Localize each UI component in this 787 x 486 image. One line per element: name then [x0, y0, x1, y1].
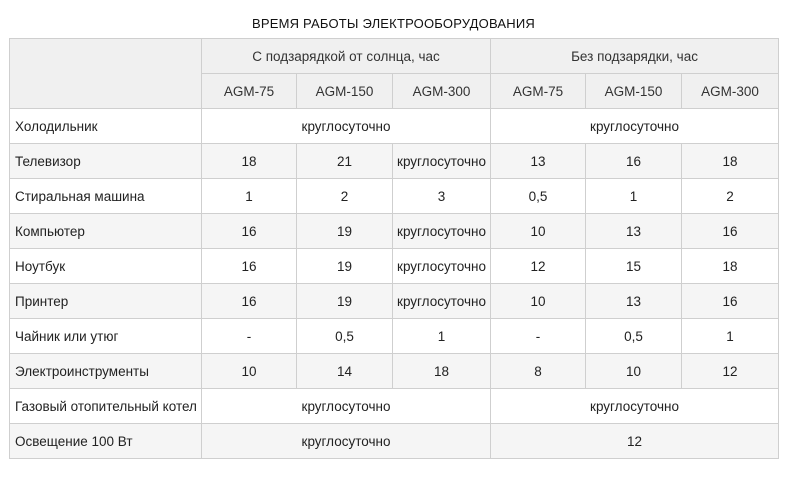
table-cell: 0,5: [297, 319, 393, 354]
cell-merged: круглосуточно: [202, 109, 491, 144]
header-model: AGM-150: [586, 74, 682, 109]
table-cell: 16: [202, 284, 297, 319]
row-label: Газовый отопительный котел: [10, 389, 202, 424]
cell-merged: круглосуточно: [202, 424, 491, 459]
table-cell: 2: [297, 179, 393, 214]
table-cell: 1: [682, 319, 779, 354]
row-label: Телевизор: [10, 144, 202, 179]
header-group-no-charge: Без подзарядки, час: [491, 39, 779, 74]
cell-merged: круглосуточно: [491, 109, 779, 144]
table-cell: 13: [491, 144, 586, 179]
table-cell: 10: [491, 284, 586, 319]
table-cell: 13: [586, 214, 682, 249]
table-row: [10, 249, 779, 284]
table-cell: 16: [202, 214, 297, 249]
table-cell: круглосуточно: [393, 144, 491, 179]
table-cell: 18: [202, 144, 297, 179]
table-row: [10, 144, 779, 179]
table-cell: 19: [297, 214, 393, 249]
header-group-solar: С подзарядкой от солнца, час: [202, 39, 491, 74]
table-cell: круглосуточно: [393, 284, 491, 319]
table-row: [10, 284, 779, 319]
table-row: [10, 179, 779, 214]
table-cell: 2: [682, 179, 779, 214]
table-cell: круглосуточно: [393, 214, 491, 249]
header-model: AGM-75: [202, 74, 297, 109]
table-cell: 15: [586, 249, 682, 284]
cell-merged: круглосуточно: [491, 389, 779, 424]
header-model: AGM-300: [682, 74, 779, 109]
row-label: Освещение 100 Вт: [10, 424, 202, 459]
table-row: [10, 109, 779, 144]
header-model: AGM-75: [491, 74, 586, 109]
runtime-table: [9, 38, 779, 459]
cell-merged: 12: [491, 424, 779, 459]
table-cell: 12: [491, 249, 586, 284]
table-cell: 16: [682, 214, 779, 249]
table-row: [10, 319, 779, 354]
table-cell: 16: [586, 144, 682, 179]
row-label: Ноутбук: [10, 249, 202, 284]
table-row: [10, 389, 779, 424]
table-cell: 3: [393, 179, 491, 214]
row-label: Принтер: [10, 284, 202, 319]
table-cell: 18: [682, 249, 779, 284]
cell-merged: круглосуточно: [202, 389, 491, 424]
table-cell: 19: [297, 249, 393, 284]
table-cell: 13: [586, 284, 682, 319]
table-cell: 16: [202, 249, 297, 284]
row-label: Чайник или утюг: [10, 319, 202, 354]
table-cell: 10: [586, 354, 682, 389]
table-row: [10, 424, 779, 459]
table-cell: 10: [491, 214, 586, 249]
table-cell: 0,5: [586, 319, 682, 354]
header-model: AGM-300: [393, 74, 491, 109]
row-label: Компьютер: [10, 214, 202, 249]
header-model: AGM-150: [297, 74, 393, 109]
table-cell: 12: [682, 354, 779, 389]
table-cell: 1: [393, 319, 491, 354]
table-row: [10, 214, 779, 249]
table-cell: круглосуточно: [393, 249, 491, 284]
table-cell: 16: [682, 284, 779, 319]
table-cell: 18: [393, 354, 491, 389]
table-cell: 8: [491, 354, 586, 389]
row-label: Холодильник: [10, 109, 202, 144]
row-label: Электроинструменты: [10, 354, 202, 389]
table-cell: 19: [297, 284, 393, 319]
table-cell: -: [202, 319, 297, 354]
table-cell: 1: [586, 179, 682, 214]
page-title: ВРЕМЯ РАБОТЫ ЭЛЕКТРООБОРУДОВАНИЯ: [251, 16, 535, 31]
table-cell: -: [491, 319, 586, 354]
table-row: [10, 354, 779, 389]
table-cell: 21: [297, 144, 393, 179]
table-cell: 1: [202, 179, 297, 214]
table-cell: 0,5: [491, 179, 586, 214]
header-corner: [10, 39, 202, 109]
table-cell: 14: [297, 354, 393, 389]
header-row-groups: [10, 39, 779, 74]
table-cell: 10: [202, 354, 297, 389]
table-cell: 18: [682, 144, 779, 179]
row-label: Стиральная машина: [10, 179, 202, 214]
